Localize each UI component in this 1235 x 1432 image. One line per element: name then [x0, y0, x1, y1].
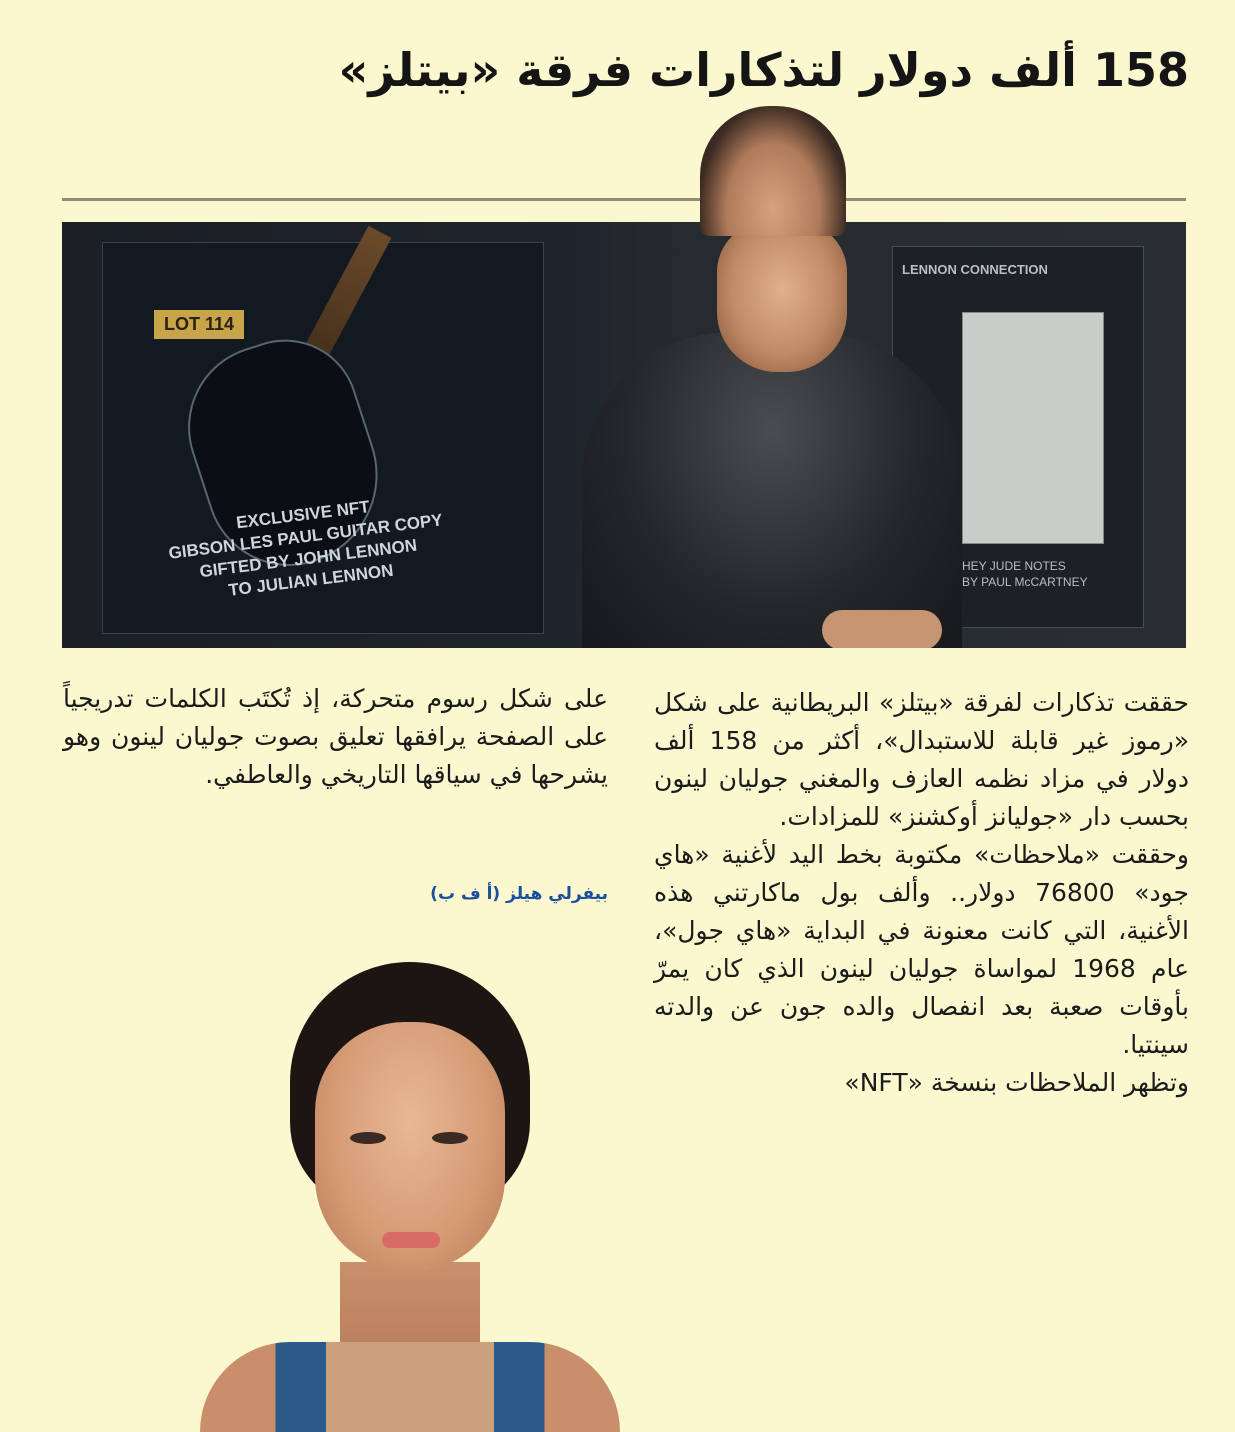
- main-photo: [62, 222, 1186, 648]
- portrait-right-eye: [432, 1132, 468, 1144]
- notes-poster-title: LENNON CONNECTION: [902, 262, 1048, 277]
- man-face: [717, 222, 847, 372]
- article-body-left-column: على شكل رسوم متحركة، إذ تُكتَب الكلمات تدريجياً على الصفحة يرافقها تعليق بصوت جوليان لينون وهو يشرحها في سياقها التاريخي والعاطفي.: [63, 684, 608, 789]
- photo-credit: بيفرلي هيلز (أ ف ب): [430, 884, 608, 904]
- poster-caption: EXCLUSIVE NFT GIBSON LES PAUL GUITAR COPY GIFTED BY JOHN LENNON TO JULIAN LENNON: [167, 497, 444, 600]
- notes-poster-caption: HEY JUDE NOTES BY PAUL McCARTNEY: [962, 559, 1088, 589]
- man-head-overhang: [700, 106, 846, 236]
- portrait-lips: [382, 1232, 440, 1248]
- article-body-right-column: حققت تذكارات لفرقة «بيتلز» البريطانية على شكل «رموز غير قابلة للاستبدال»، أكثر من 158 ألف دولار في مزاد نظمه العازف والمغني جوليان لينون بحسب دار «جوليانز أوكشنز» للمزادات. وحققت «ملاحظات» مكتوبة بخط اليد لأغنية «هاي جود» 76800 دولار.. وألف بول ماكارتني هذه الأغنية، التي كانت معنونة في البداية «هاي جول»، عام 1968 لمواساة جوليان لينون الذي كان يمرّ بأوقات صعبة بعد انفصال والده جون عن والدته سينتيا. وتظهر الملاحظات بنسخة «NFT»: [654, 688, 1189, 1097]
- man-jacket: [582, 332, 962, 648]
- notes-document: [962, 312, 1104, 544]
- portrait-left-eye: [350, 1132, 386, 1144]
- portrait-shoulders: [200, 1342, 620, 1432]
- headline-divider: [62, 198, 1186, 201]
- lot-tag: LOT 114: [154, 310, 244, 339]
- woman-portrait: [200, 962, 620, 1432]
- article-headline: 158 ألف دولار لتذكارات فرقة «بيتلز»: [338, 43, 1189, 97]
- man-hands: [822, 610, 942, 648]
